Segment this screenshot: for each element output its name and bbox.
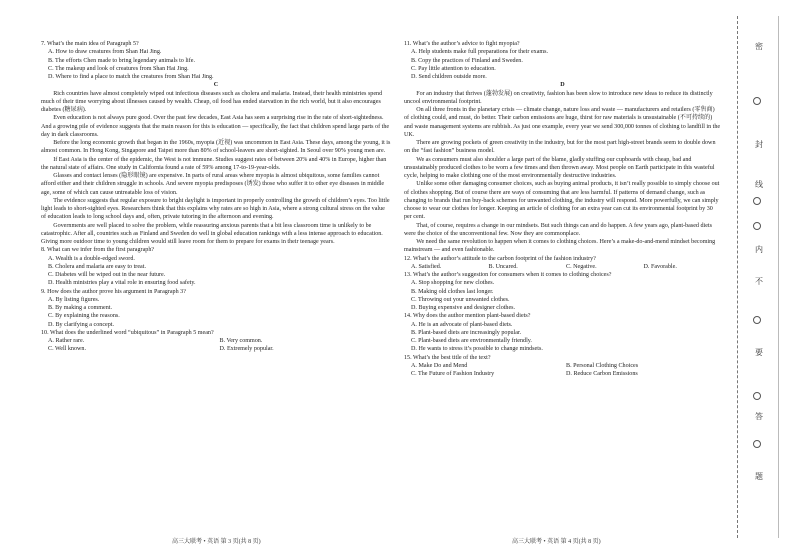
paragraph: Unlike some other damaging consumer choices, such as buying animal products, it isn’t really possible to simply choose out of clothes shopping. But of course there are ways of consuming that are less harmful. If patterns of demand change, such as changing to brands that run buy-back schemes for unwanted clothing, the industry will respond. More powerfully, we can simply choose to wear our clothes for longer. Keeping an article of clothing for an extra year can cut its environmental footprint by 30 per cent.	[404, 181, 720, 221]
paragraph: Even education is not always pure good. Over the past few decades, East Asia has seen a surprising rise in the rate of short-sightedness. And a growing pile of evidence suggests that the main reason for this is education — specifically, the fact that children spend large parts of the day in dark classrooms.	[41, 115, 390, 138]
seal-char: 内	[755, 245, 763, 254]
question-stem: 12. What’s the author’s attitude to the carbon footprint of the fashion industry?	[404, 255, 596, 262]
seal-char: 封	[755, 140, 763, 149]
right-column	[404, 40, 721, 378]
paragraph: We as consumers must also shoulder a large part of the blame, gladly stuffing our cupboards with cheap, bad and unsustainably produced clothes to be worn a few times and then thrown away. Most people on Earth participate in this wasteful cycle, helping to make clothing one of the most environmentally destructive industries.	[404, 156, 715, 179]
paragraph: On all three fronts in the planetary crisis — climate change, nature loss and waste — manufacturers and retailers (零售商) of clothing could, and must, do better. Their carbon emissions are huge, thirst for raw materials is unsustainable (不可持续的) and waste management systems are rubbish. As just one example, every year we send 300,000 tonnes of clothing to landfill in the UK.	[404, 107, 721, 138]
option: D. Health ministries play a vital role in ensuring food safety.	[48, 280, 196, 287]
question-stem: 11. What’s the author’s advice to fight myopia?	[404, 41, 520, 47]
option: C. Negative.	[566, 263, 597, 270]
question-11	[404, 40, 721, 81]
seal-circle	[753, 392, 761, 400]
question-8	[41, 246, 391, 287]
cut-line	[737, 16, 738, 538]
seal-circle	[753, 197, 761, 205]
question-13	[404, 271, 721, 312]
page-footer-left: 高三大联考 • 英语 第 3 页(共 8 页)	[172, 539, 261, 545]
option: B. Uncared.	[488, 263, 518, 270]
question-stem: 13. What’s the author’s suggestion for consumers when it comes to clothing choices?	[404, 272, 612, 278]
option: B. Making old clothes last longer.	[411, 288, 494, 295]
paragraph: If East Asia is the center of the epidemic, the West is not immune. Studies suggest rates of between 20% and 40% in Europe, higher than the natural state of affairs. One study in California found a rate of 59% among 17-to-19-year-olds.	[41, 156, 387, 171]
option: B. Plant-based diets are increasingly popular.	[411, 329, 522, 336]
option: C. The makeup and look of creatures from Shan Hai Jing.	[48, 65, 189, 72]
question-7	[41, 40, 391, 81]
option: C. The Future of Fashion Industry	[411, 371, 495, 377]
option: C. Well known.	[48, 346, 86, 353]
option: B. By making a comment.	[48, 305, 112, 311]
section-heading-d: D	[560, 82, 565, 89]
paragraph: Glasses and contact lenses (隐形眼镜) are expensive. In parts of rural areas where myopia is almost ubiquitous, some families cannot afford either and their children struggle in schools. And severe myopia predisposes (诱发) those who suffer it to other eye diseases in middle age, some of which can cause untreatable loss of vision.	[41, 173, 385, 196]
seal-circle	[753, 440, 761, 448]
seal-circle	[753, 222, 761, 230]
margin-rule	[778, 16, 779, 538]
seal-char: 不	[755, 277, 763, 286]
option: C. Pay little attention to education.	[411, 65, 496, 72]
question-10	[41, 329, 391, 354]
paragraph: Rich countries have almost completely wiped out infectious diseases such as cholera and malaria. Instead, their health ministries spend much of their time worrying about illnesses caused by wealth. Cheap, oil food has ended starvation in the rich world, but it also encourages diabetes (糖尿病).	[41, 90, 383, 113]
option: B. Personal Clothing Choices	[566, 362, 639, 369]
option: D. Send children outside more.	[411, 74, 487, 80]
option-row	[404, 263, 721, 271]
paragraph: For an industry that thrives (蓬勃发展) on creativity, fashion has been slow to introduce new ideas to reduce its distinctly uncool environmental footprint.	[404, 90, 713, 105]
option-row	[404, 370, 721, 378]
question-stem: 15. What’s the best title of the text?	[404, 354, 491, 361]
option: C. By explaining the reasons.	[48, 313, 120, 320]
question-stem: 14. Why does the author mention plant-based diets?	[404, 313, 531, 320]
question-14	[404, 312, 721, 353]
option: B. The efforts Chen made to bring legendary animals to life.	[48, 57, 196, 64]
paragraph: Governments are well placed to solve the problem, while reassuring anxious parents that a bit less classroom time is unlikely to be catastrophic. After all, countries such as Finland and Sweden do well in global education rankings with a less intense approach to education. Giving more outdoor time to young children would still leave room for them to prepare for exams in their teenage years.	[41, 222, 383, 245]
question-stem: 7. What’s the main idea of Paragraph 5?	[41, 41, 139, 47]
option: D. Favorable.	[643, 263, 677, 270]
question-15	[404, 354, 721, 379]
seal-char: 答	[755, 412, 763, 421]
option: A. Stop shopping for new clothes.	[411, 280, 495, 287]
paragraph: The evidence suggests that regular exposure to bright daylight is important in properly controlling the growth of children’s eyes. Too little light leads to short-sighted eyes. Researchers think that this explains why rates are so high in Asia, where a strong cultural stress on the value of education leads to long school days and, often, private tutoring in the afternoon and evening.	[41, 197, 390, 221]
option: A. Make Do and Mend	[411, 362, 468, 369]
option: A. Help students make full preparations for their exams.	[411, 49, 549, 56]
page-footer-right: 高三大联考 • 英语 第 4 页(共 8 页)	[512, 539, 601, 545]
option: D. Where to find a place to match the creatures from Shan Hai Jing.	[48, 74, 214, 80]
question-stem: 10. What does the underlined word “ubiquitous” in Paragraph 5 mean?	[41, 329, 214, 336]
seal-char: 题	[755, 472, 763, 481]
option: C. Throwing out your unwanted clothes.	[411, 296, 510, 303]
question-stem: 8. What can we infer from the first paragraph?	[41, 247, 155, 254]
seal-char: 密	[755, 42, 763, 51]
option-row	[41, 337, 391, 345]
option: C. Diabetes will be wiped out in the near future.	[48, 272, 166, 278]
option: B. Very common.	[219, 338, 263, 344]
passage-d	[404, 90, 721, 255]
option-row	[404, 362, 721, 370]
option: A. How to draw creatures from Shan Hai Jing.	[48, 49, 162, 56]
option-row	[41, 345, 391, 353]
question-9	[41, 288, 391, 329]
option: A. Rather rare.	[48, 338, 85, 344]
option: C. Plant-based diets are environmentally friendly.	[411, 338, 532, 344]
left-column	[41, 40, 391, 354]
seal-circle	[753, 316, 761, 324]
seal-circle	[753, 97, 761, 105]
seal-char: 要	[755, 348, 763, 357]
option: A. He is an advocate of plant-based diets.	[411, 321, 513, 328]
option: B. Copy the practices of Finland and Sweden.	[411, 57, 523, 64]
option: B. Cholera and malaria are easy to treat.	[48, 263, 146, 270]
option: D. Extremely popular.	[219, 346, 274, 353]
option: D. By clarifying a concept.	[48, 321, 114, 328]
option: D. Reduce Carbon Emissions	[566, 371, 638, 377]
paragraph: Before the long economic growth that began in the 1960s, myopia (近视) was uncommon in East Asia. These days, among the young, it is almost common. In Hong Kong, Singapore and Taipei more than 80% of school-leavers are short-sighted. In Seoul over 90% young men are.	[41, 140, 391, 155]
section-heading-c: C	[213, 82, 219, 89]
question-12	[404, 255, 721, 272]
option: A. By listing figures.	[48, 296, 100, 303]
question-stem: 9. How does the author prove his argument in Paragraph 3?	[41, 288, 186, 295]
paragraph: We need the same revolution to happen when it comes to clothing choices. Here’s a make-do-and-mend mindset becoming mainstream — and even fashionable.	[404, 239, 716, 254]
option: D. Buying expensive and designer clothes.	[411, 305, 516, 311]
paragraph: That, of course, requires a change in our mindsets. But such things can and do happen. A few years ago, plant-based diets were the choice of the unconventional few. Now they are commonplace.	[404, 222, 712, 237]
option: A. Satisfied.	[411, 263, 442, 270]
option: D. He wants to stress it’s possible to change mindsets.	[411, 346, 543, 353]
paragraph: There are growing pockets of green creativity in the industry, but for the most part high-street brands seem to double down on the “fast fashion” business model.	[404, 140, 716, 155]
seal-char: 线	[755, 180, 763, 189]
passage-c	[41, 90, 391, 247]
option: A. Wealth is a double-edged sword.	[48, 255, 135, 262]
